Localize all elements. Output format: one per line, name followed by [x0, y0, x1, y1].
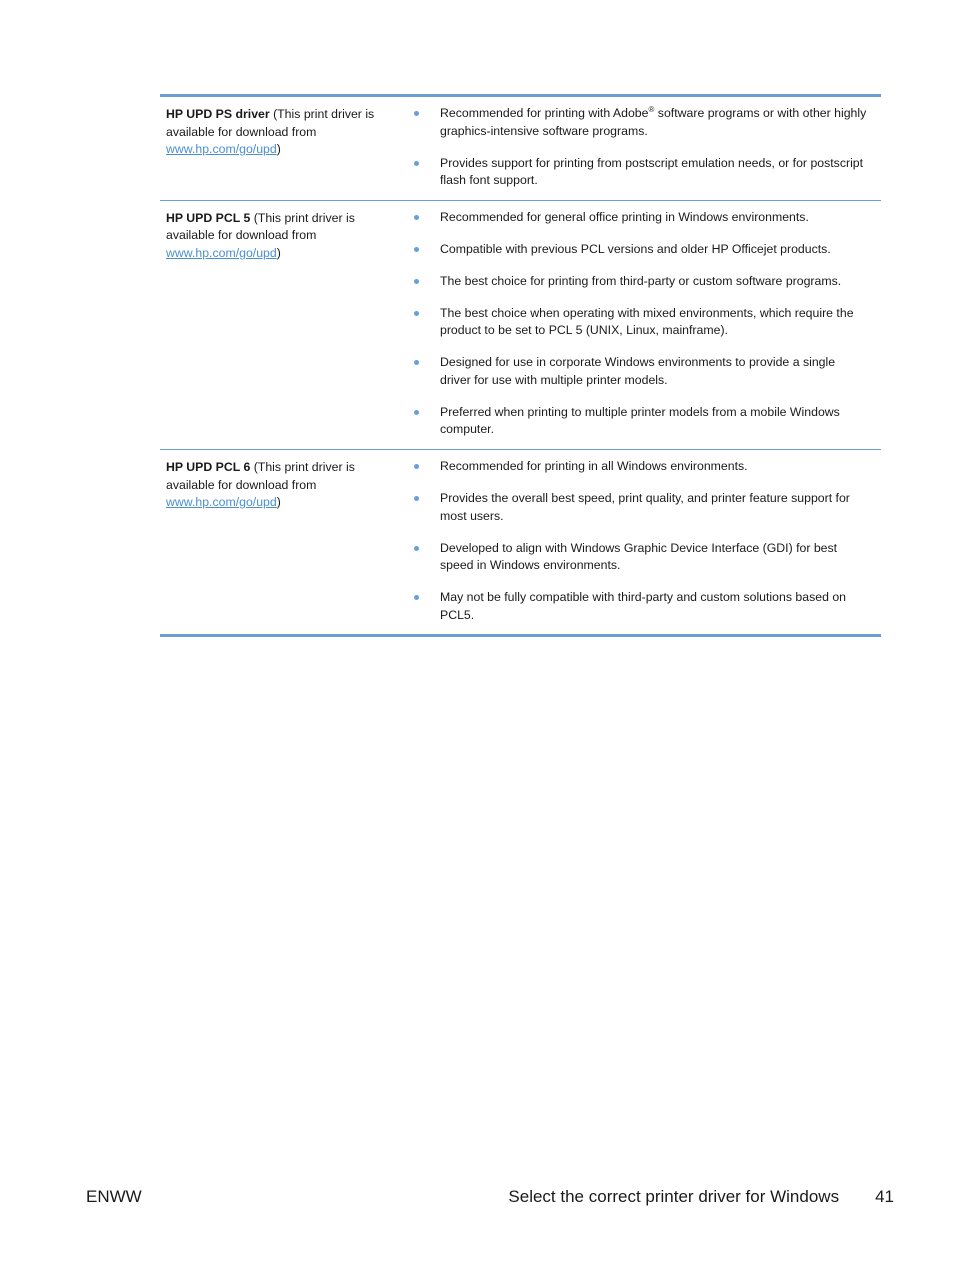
driver-name: HP UPD PS driver	[166, 107, 270, 121]
list-item: Preferred when printing to multiple printer models from a mobile Windows computer.	[406, 404, 869, 439]
bullet-icon	[414, 311, 419, 316]
download-link[interactable]: www.hp.com/go/upd	[166, 245, 277, 260]
list-item: Developed to align with Windows Graphic Device Interface (GDI) for best speed in Windows environments.	[406, 540, 869, 575]
list-item: Designed for use in corporate Windows environments to provide a single driver for use with multiple printer models.	[406, 354, 869, 389]
driver-availability-text: (This print driver is available for download from	[166, 107, 375, 139]
bullet-list	[406, 105, 869, 190]
driver-availability-text: (This print driver is available for download from	[166, 460, 355, 492]
driver-description-cell	[406, 96, 881, 201]
download-link[interactable]: www.hp.com/go/upd	[166, 142, 277, 157]
table-row	[160, 450, 881, 636]
driver-name-cell: HP UPD PS driver (This print driver is available for download from www.hp.com/go/upd)	[166, 107, 375, 157]
list-item: Compatible with previous PCL versions and older HP Officejet products.	[406, 241, 869, 259]
driver-table	[160, 94, 881, 637]
footer-section	[508, 1187, 894, 1207]
footer-section-title: Select the correct printer driver for Windows	[508, 1187, 840, 1206]
list-item: Recommended for printing in all Windows environments.	[406, 458, 869, 476]
bullet-icon	[414, 410, 419, 415]
bullet-icon	[414, 360, 419, 365]
bullet-icon	[414, 496, 419, 501]
list-item: Recommended for general office printing in Windows environments.	[406, 209, 869, 227]
table-row	[160, 96, 881, 201]
bullet-icon	[414, 161, 419, 166]
list-item: Provides support for printing from postscript emulation needs, or for postscript flash font support.	[406, 155, 869, 190]
list-item: May not be fully compatible with third-party and custom solutions based on PCL5.	[406, 589, 869, 624]
bullet-icon	[414, 464, 419, 469]
bullet-icon	[414, 215, 419, 220]
footer-publication-code: ENWW	[86, 1187, 142, 1206]
driver-name-cell: HP UPD PCL 6 (This print driver is available for download from www.hp.com/go/upd)	[160, 450, 406, 636]
bullet-list	[406, 209, 869, 439]
bullet-icon	[414, 546, 419, 551]
driver-availability-text: (This print driver is available for download from	[166, 210, 355, 243]
bullet-icon	[414, 111, 419, 116]
list-item: Recommended for printing with Adobe® software programs or with other highly graphics-intensive software programs.	[406, 105, 869, 140]
list-item: The best choice for printing from third-party or custom software programs.	[406, 273, 869, 291]
driver-name-cell: HP UPD PCL 5 (This print driver is available for download from www.hp.com/go/upd)	[160, 200, 406, 449]
page-number: 41	[875, 1187, 894, 1206]
driver-description-cell	[406, 450, 881, 636]
download-link[interactable]: www.hp.com/go/upd	[166, 495, 277, 510]
bullet-list	[406, 458, 869, 624]
list-item: The best choice when operating with mixed environments, which require the product to be set to PCL 5 (UNIX, Linux, mainframe).	[406, 305, 869, 340]
table-row	[160, 200, 881, 449]
list-item: Provides the overall best speed, print quality, and printer feature support for most users.	[406, 490, 869, 525]
driver-name: HP UPD PCL 6	[166, 460, 251, 475]
driver-name: HP UPD PCL 5	[166, 210, 251, 225]
driver-description-cell	[406, 200, 881, 449]
bullet-icon	[414, 595, 419, 600]
bullet-icon	[414, 279, 419, 284]
bullet-icon	[414, 247, 419, 252]
